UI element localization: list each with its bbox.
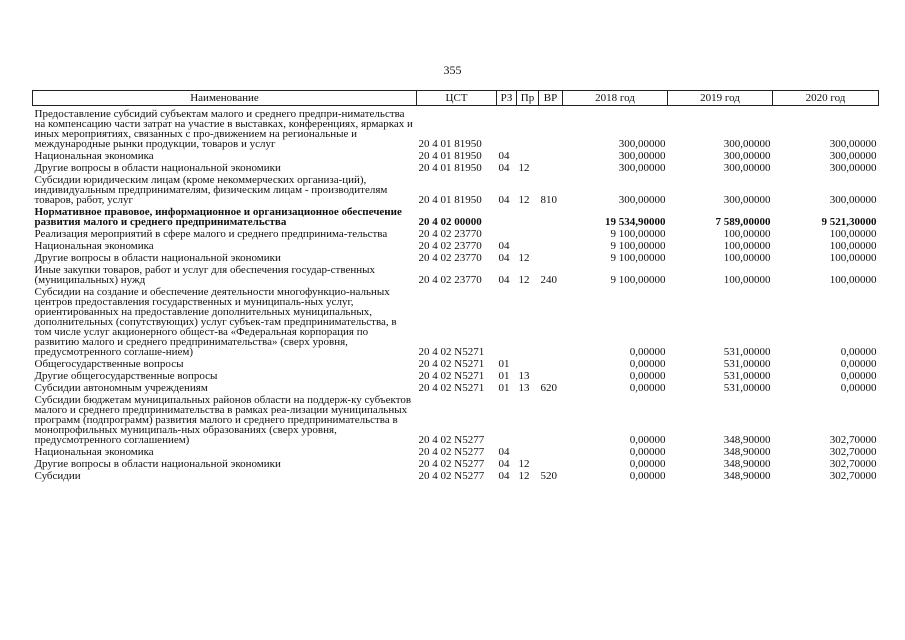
row-value-2020: 302,70000	[829, 458, 877, 470]
header-2018: 2018 год	[563, 91, 668, 106]
row-pr: 13	[518, 370, 530, 382]
row-vr: 620	[540, 382, 557, 394]
row-value-2018: 0,00000	[629, 346, 666, 358]
row-vr	[539, 447, 563, 459]
row-name: Национальная экономика	[34, 150, 154, 162]
row-name: Общегосударственные вопросы	[34, 358, 184, 370]
row-value-2020: 300,00000	[829, 162, 877, 174]
row-value-2020: 302,70000	[829, 470, 877, 482]
row-rz: 04	[498, 458, 510, 470]
row-rz: 04	[498, 194, 510, 206]
row-name: Другие общегосударственные вопросы	[34, 370, 218, 382]
row-vr	[539, 106, 563, 152]
row-pr: 12	[518, 274, 530, 286]
row-value-2018: 0,00000	[629, 382, 666, 394]
header-2019: 2019 год	[668, 91, 773, 106]
row-name: Другие вопросы в области национальной экономики	[34, 252, 281, 264]
row-value-2019: 300,00000	[723, 194, 771, 206]
row-value-2019: 300,00000	[723, 162, 771, 174]
row-name: Субсидии автономным учреждениям	[34, 382, 208, 394]
row-cst: 20 4 02 N5277	[418, 434, 485, 446]
row-value-2020: 0,00000	[840, 358, 877, 370]
row-value-2020: 100,00000	[829, 240, 877, 252]
row-rz: 04	[498, 274, 510, 286]
row-value-2020: 0,00000	[840, 346, 877, 358]
table-body	[33, 106, 879, 484]
row-value-2019: 531,00000	[723, 346, 771, 358]
row-value-2020: 300,00000	[829, 150, 877, 162]
row-value-2018: 0,00000	[629, 358, 666, 370]
row-cst: 20 4 02 N5271	[418, 370, 485, 382]
row-vr	[539, 359, 563, 371]
row-value-2018: 0,00000	[629, 434, 666, 446]
row-value-2018: 300,00000	[618, 162, 666, 174]
table-row	[33, 395, 879, 447]
row-pr	[517, 395, 539, 447]
row-rz: 04	[498, 252, 510, 264]
row-cst: 20 4 02 23770	[418, 228, 482, 240]
header-name: Наименование	[33, 91, 417, 106]
row-name: Субсидии юридическим лицам (кроме некоммерческих организа-ций), индивидуальным предпринимателям, физическим лицам - производителям товаров, работ, услуг	[34, 174, 388, 206]
row-cst: 20 4 02 N5271	[418, 358, 485, 370]
row-value-2020: 0,00000	[840, 382, 877, 394]
row-pr	[517, 207, 539, 229]
budget-table	[32, 90, 879, 483]
table-header	[33, 91, 879, 106]
header-pr: Пр	[517, 91, 539, 106]
row-value-2020: 300,00000	[829, 194, 877, 206]
row-value-2019: 531,00000	[723, 358, 771, 370]
row-name: Субсидии бюджетам муниципальных районов области на поддерж-ку субъектов малого и среднего предпринимательства в рамках реа-лизации муниципальных программ (подпрограмм) развития малого и среднего предпринимательства в монопрофильных муниципаль-ных образованиях (сверх уровня, предусмотренного соглашением)	[34, 394, 412, 446]
row-value-2019: 100,00000	[723, 274, 771, 286]
row-cst: 20 4 02 23770	[418, 252, 482, 264]
table-row	[33, 287, 879, 359]
row-cst: 20 4 01 81950	[418, 162, 482, 174]
header-2020: 2020 год	[773, 91, 879, 106]
row-rz: 01	[498, 382, 510, 394]
row-value-2018: 0,00000	[629, 470, 666, 482]
row-name: Нормативное правовое, информационное и организационное обеспечение развития малого и среднего предпринимательства	[34, 206, 402, 228]
row-cst: 20 4 02 N5277	[418, 446, 485, 458]
row-value-2019: 348,90000	[723, 458, 771, 470]
row-value-2019: 531,00000	[723, 382, 771, 394]
row-value-2019: 531,00000	[723, 370, 771, 382]
row-cst: 20 4 02 23770	[418, 240, 482, 252]
table-row	[33, 265, 879, 287]
table-row	[33, 471, 879, 483]
table-row	[33, 106, 879, 152]
row-rz	[497, 287, 517, 359]
header-cst: ЦСТ	[417, 91, 497, 106]
row-rz: 04	[498, 150, 510, 162]
row-pr: 12	[518, 162, 530, 174]
row-value-2019: 300,00000	[723, 138, 771, 150]
row-vr: 240	[540, 274, 557, 286]
row-rz: 04	[498, 240, 510, 252]
row-value-2019: 100,00000	[723, 252, 771, 264]
row-vr	[539, 287, 563, 359]
row-value-2018: 0,00000	[629, 370, 666, 382]
row-cst: 20 4 02 N5271	[418, 382, 485, 394]
row-cst: 20 4 01 81950	[418, 138, 482, 150]
row-cst: 20 4 02 00000	[418, 216, 482, 228]
row-name: Другие вопросы в области национальной экономики	[34, 162, 281, 174]
row-value-2020: 302,70000	[829, 446, 877, 458]
row-value-2019: 348,90000	[723, 470, 771, 482]
row-value-2018: 0,00000	[629, 458, 666, 470]
row-pr	[517, 106, 539, 152]
row-cst: 20 4 01 81950	[418, 150, 482, 162]
row-pr: 12	[518, 458, 530, 470]
row-rz: 04	[498, 470, 510, 482]
row-pr: 12	[518, 470, 530, 482]
table-row	[33, 175, 879, 207]
row-pr: 12	[518, 252, 530, 264]
row-vr	[539, 207, 563, 229]
row-name: Субсидии	[34, 470, 81, 482]
row-rz	[497, 207, 517, 229]
row-vr: 520	[540, 470, 557, 482]
header-vr: ВР	[539, 91, 563, 106]
header-rz: РЗ	[497, 91, 517, 106]
row-value-2018: 9 100,00000	[610, 228, 666, 240]
row-rz: 04	[498, 446, 510, 458]
row-value-2018: 0,00000	[629, 446, 666, 458]
row-rz: 04	[498, 162, 510, 174]
row-value-2018: 19 534,90000	[605, 216, 666, 228]
row-vr	[539, 229, 563, 241]
row-value-2019: 348,90000	[723, 446, 771, 458]
row-pr: 12	[518, 194, 530, 206]
row-value-2018: 9 100,00000	[610, 274, 666, 286]
row-cst: 20 4 01 81950	[418, 194, 482, 206]
row-vr	[539, 241, 563, 253]
row-cst: 20 4 02 N5271	[418, 346, 485, 358]
row-name: Предоставление субсидий субъектам малого и среднего предпри-нимательства на компенсацию части затрат на участие в выставках, конференциях, ярмарках и иных мероприятиях, связанных с про-движением на региональные и международные рынки продукции, товаров и услуг	[34, 108, 413, 150]
row-pr	[517, 287, 539, 359]
row-value-2018: 300,00000	[618, 150, 666, 162]
row-name: Национальная экономика	[34, 240, 154, 252]
row-value-2019: 300,00000	[723, 150, 771, 162]
page-number: 355	[443, 63, 462, 77]
row-cst: 20 4 02 N5277	[418, 458, 485, 470]
row-value-2018: 9 100,00000	[610, 252, 666, 264]
row-vr	[539, 395, 563, 447]
row-vr	[539, 163, 563, 175]
row-value-2020: 100,00000	[829, 252, 877, 264]
row-value-2019: 7 589,00000	[715, 216, 771, 228]
row-name: Национальная экономика	[34, 446, 154, 458]
row-value-2020: 0,00000	[840, 370, 877, 382]
row-pr	[517, 229, 539, 241]
row-vr	[539, 253, 563, 265]
row-pr: 13	[518, 382, 530, 394]
row-value-2019: 100,00000	[723, 240, 771, 252]
row-value-2020: 9 521,30000	[821, 216, 877, 228]
row-value-2020: 100,00000	[829, 274, 877, 286]
row-value-2019: 100,00000	[723, 228, 771, 240]
row-cst: 20 4 02 23770	[418, 274, 482, 286]
table-row	[33, 207, 879, 229]
row-value-2020: 300,00000	[829, 138, 877, 150]
row-rz: 01	[498, 370, 510, 382]
row-vr: 810	[540, 194, 557, 206]
row-cst: 20 4 02 N5277	[418, 470, 485, 482]
row-vr	[539, 151, 563, 163]
row-name: Реализация мероприятий в сфере малого и среднего предпринима-тельства	[34, 228, 388, 240]
row-rz	[497, 106, 517, 152]
row-value-2019: 348,90000	[723, 434, 771, 446]
row-value-2018: 9 100,00000	[610, 240, 666, 252]
row-value-2018: 300,00000	[618, 194, 666, 206]
row-rz: 01	[498, 358, 510, 370]
row-rz	[497, 395, 517, 447]
row-value-2018: 300,00000	[618, 138, 666, 150]
row-name: Субсидии на создание и обеспечение деятельности многофункцио-нальных центров предоставления государственных и муниципаль-ных услуг, ориентированных на предоставление дополнительных муниципальных, дополнительных (сопутствующих) услуг субъек-там предпринимательства, в том числе услуг акционерного общест-ва «Федеральная корпорация по развитию малого и среднего предпринимательства» (сверх уровня, предусмотренного соглаше-нием)	[34, 286, 397, 358]
row-value-2020: 302,70000	[829, 434, 877, 446]
row-value-2020: 100,00000	[829, 228, 877, 240]
row-name: Другие вопросы в области национальной экономики	[34, 458, 281, 470]
row-name: Иные закупки товаров, работ и услуг для обеспечения государ-ственных (муниципальных) нужд	[34, 264, 376, 286]
